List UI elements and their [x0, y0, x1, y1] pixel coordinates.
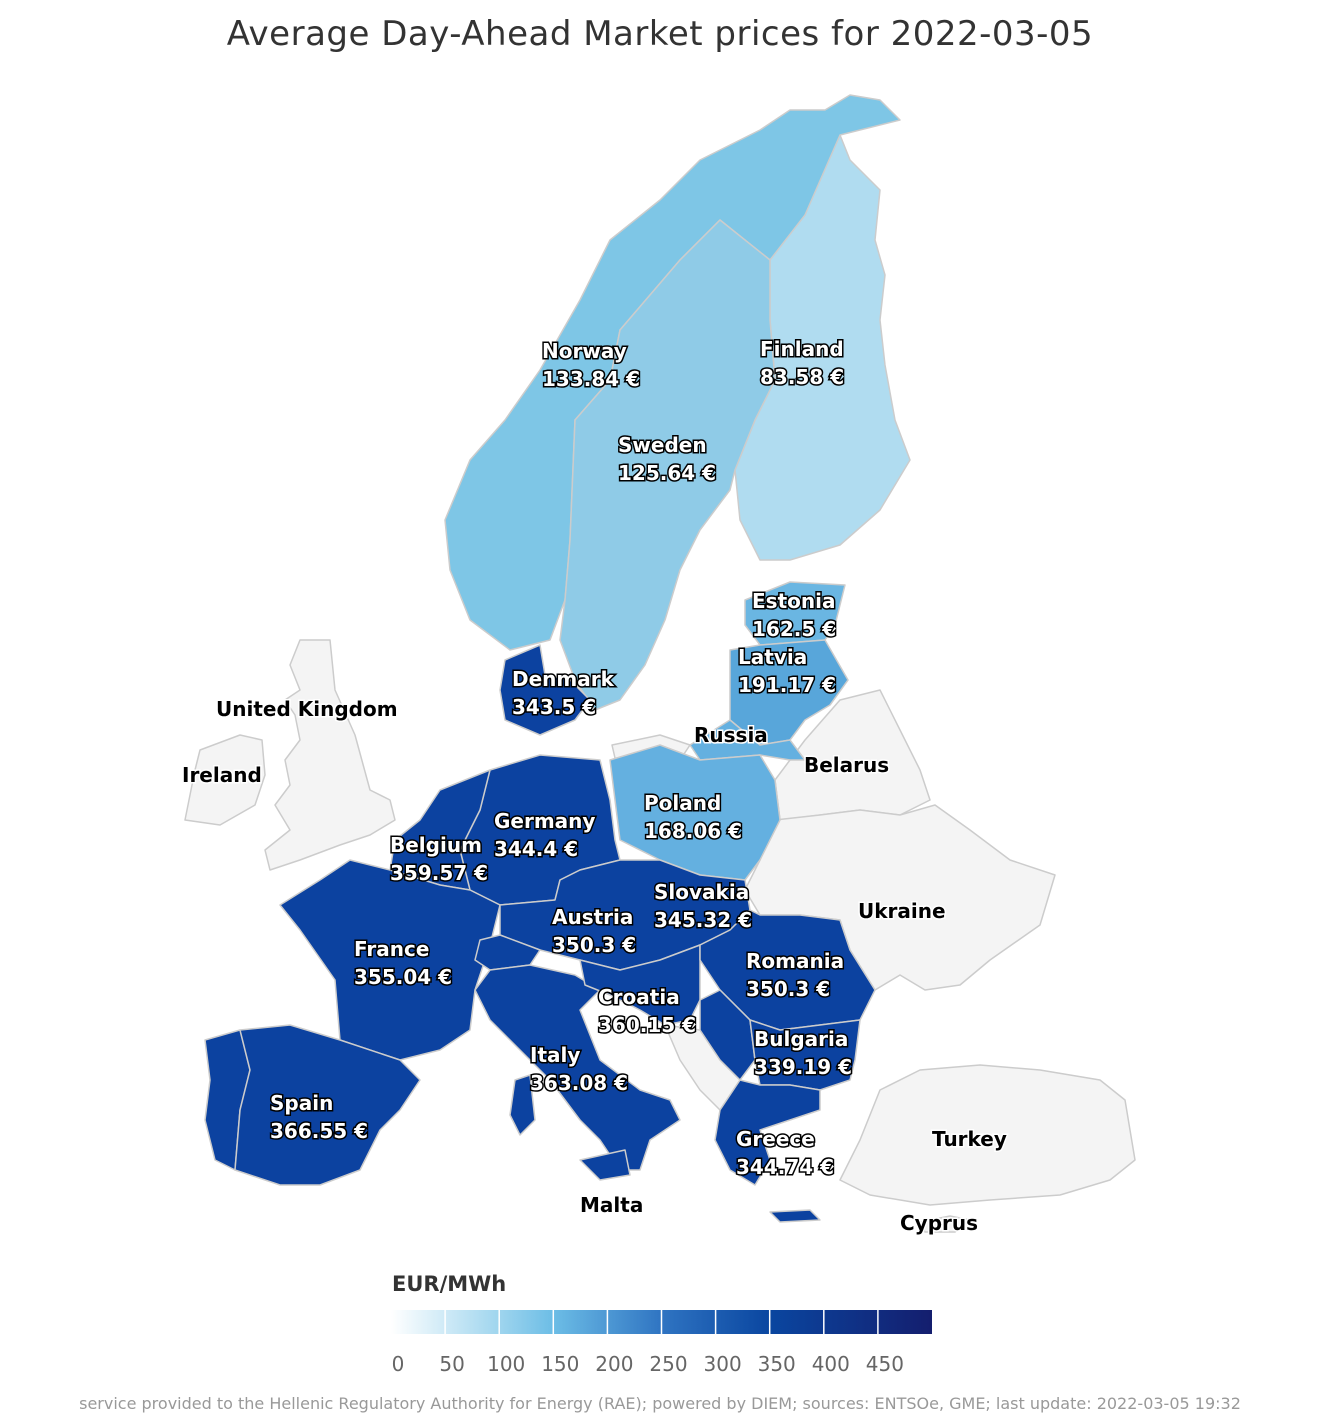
- legend-tick-100: 100: [487, 1352, 526, 1376]
- label-bulgaria-name: Bulgaria: [754, 1027, 849, 1051]
- label-spain-name: Spain: [270, 1091, 334, 1115]
- label-france-name: France: [354, 937, 430, 961]
- legend-tick-200: 200: [595, 1352, 634, 1376]
- label-belarus: Belarus: [804, 753, 890, 777]
- label-cyprus: Cyprus: [900, 1211, 979, 1235]
- label-estonia-name: Estonia: [752, 589, 836, 613]
- legend-tick-150: 150: [541, 1352, 580, 1376]
- label-finland-price: 83.58 €: [760, 365, 845, 389]
- label-romania-price: 350.3 €: [746, 977, 831, 1001]
- label-ukraine: Ukraine: [858, 899, 946, 923]
- label-ireland: Ireland: [182, 763, 262, 787]
- label-russia: Russia: [694, 723, 768, 747]
- legend-ticks: [391, 1352, 991, 1378]
- region-sicily[interactable]: [580, 1150, 630, 1180]
- legend-tick-450: 450: [865, 1352, 904, 1376]
- label-croatia-name: Croatia: [598, 985, 680, 1009]
- label-united-kingdom: United Kingdom: [216, 697, 398, 721]
- region-crete[interactable]: [770, 1210, 820, 1222]
- legend-tick-250: 250: [649, 1352, 688, 1376]
- region-united-kingdom[interactable]: [265, 640, 395, 870]
- label-poland-price: 168.06 €: [644, 819, 743, 843]
- label-greece-name: Greece: [736, 1127, 815, 1151]
- label-denmark-name: Denmark: [512, 667, 614, 691]
- legend-tick-300: 300: [703, 1352, 742, 1376]
- legend-unit: EUR/MWh: [392, 1272, 507, 1296]
- label-latvia-price: 191.17 €: [738, 673, 837, 697]
- label-croatia-price: 360.15 €: [598, 1013, 697, 1037]
- label-germany-price: 344.4 €: [494, 837, 579, 861]
- label-norway-name: Norway: [542, 339, 627, 363]
- label-latvia-name: Latvia: [738, 645, 808, 669]
- legend-color-bar: [391, 1310, 932, 1334]
- legend-tick-50: 50: [439, 1352, 465, 1376]
- label-sweden-price: 125.64 €: [618, 461, 717, 485]
- label-slovakia-price: 345.32 €: [654, 908, 753, 932]
- label-italy-name: Italy: [530, 1043, 581, 1067]
- label-slovakia-name: Slovakia: [654, 880, 750, 904]
- label-belgium-name: Belgium: [390, 833, 482, 857]
- legend-tick-350: 350: [757, 1352, 796, 1376]
- footer-credits: service provided to the Hellenic Regulatory Authority for Energy (RAE); powered by DIEM; sources: ENTSOe, GME; last update: 2022-03-05 19:32: [79, 1394, 1241, 1413]
- map-title: Average Day-Ahead Market prices for 2022-03-05: [226, 14, 1094, 54]
- label-italy-price: 363.08 €: [530, 1071, 629, 1095]
- label-malta: Malta: [580, 1193, 644, 1217]
- label-spain-price: 366.55 €: [270, 1119, 369, 1143]
- label-bulgaria-price: 339.19 €: [754, 1055, 853, 1079]
- label-finland-name: Finland: [760, 337, 844, 361]
- label-estonia-price: 162.5 €: [752, 617, 837, 641]
- label-turkey: Turkey: [932, 1127, 1007, 1151]
- label-romania-name: Romania: [746, 949, 845, 973]
- label-austria-price: 350.3 €: [552, 933, 637, 957]
- legend-tick-0: 0: [391, 1352, 405, 1376]
- label-greece-price: 344.74 €: [736, 1155, 835, 1179]
- legend-tick-400: 400: [811, 1352, 850, 1376]
- label-sweden-name: Sweden: [618, 433, 707, 457]
- label-poland-name: Poland: [644, 791, 722, 815]
- label-france-price: 355.04 €: [354, 965, 453, 989]
- label-austria-name: Austria: [552, 905, 634, 929]
- label-norway-price: 133.84 €: [542, 367, 641, 391]
- label-germany-name: Germany: [494, 809, 596, 833]
- label-belgium-price: 359.57 €: [390, 861, 489, 885]
- label-denmark-price: 343.5 €: [512, 695, 597, 719]
